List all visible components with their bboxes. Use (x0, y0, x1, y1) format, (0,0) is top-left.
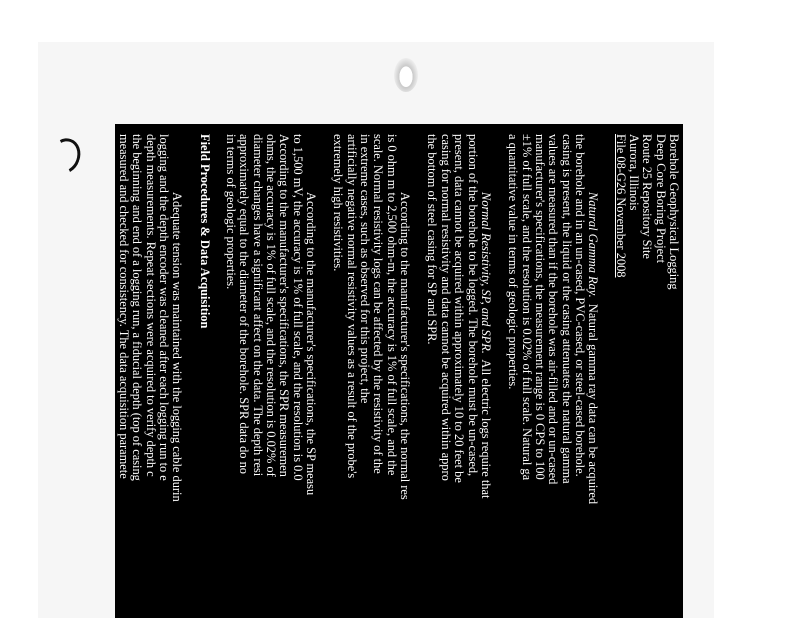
punch-hole (394, 58, 418, 92)
gamma-heading: Natural Gamma Ray. (586, 192, 601, 298)
normal-paragraph (331, 134, 411, 618)
document-header (613, 134, 680, 618)
resistivity-paragraph (425, 134, 492, 618)
sp-line-3: ohms, the accuracy is 1% of full scale, and the resolution is 0.02% of (264, 134, 279, 477)
gamma-line-3: values are measured than if the borehole was air-filled and or un-cased (546, 134, 561, 485)
normal-line-2: scale. Normal resistivity logs can be affected by the resistivity of the (371, 134, 386, 474)
field-heading: Field Procedures & Data Acquisition (197, 134, 212, 329)
header-project: Deep Core Boring Project (653, 134, 668, 264)
gamma-paragraph (506, 134, 599, 618)
header-location: Aurora, Illinois (626, 134, 641, 211)
normal-line-0: According to the manufacturer's specifications, the normal res (398, 192, 413, 500)
normal-line-1: is 0 ohm m to 2,500 ohm-m, the accuracy is 1% of full scale, and the (384, 134, 399, 476)
resistivity-line-0: portion of the borehole to be logged. The borehole must be un-cased, (465, 134, 480, 477)
resistivity-line-2: casing for normal resistivity and data cannot be acquired within appro (438, 134, 453, 481)
header-file: File 08-G26 November 2008 (613, 134, 628, 278)
resistivity-heading: Normal Resistivity, SP, and SPR. (478, 192, 493, 354)
sp-line-6: in terms of geologic properties. (224, 134, 239, 290)
header-site: Route 25 Repository Site (640, 134, 655, 259)
sp-line-4: diameter changes have a significant affect on the data. The depth resi (250, 134, 265, 477)
rotated-text-block (116, 124, 682, 618)
scanned-page (115, 124, 683, 618)
normal-line-3: in extreme cases, such as observed for this project, the (358, 134, 373, 404)
normal-line-5: extremely high resistivities. (331, 134, 346, 272)
field-paragraph (117, 134, 184, 618)
header-title: Borehole Geophysical Logging (667, 134, 681, 290)
field-line-0: Adequate tension was maintained with the logging cable durin (170, 192, 185, 502)
sp-paragraph (224, 134, 317, 618)
field-line-2: depth measurements. Repeat sections were acquired to verify depth c (143, 134, 158, 477)
resistivity-line-3: the bottom of steel casing for SP and SPR. (425, 134, 440, 345)
field-line-4: measured and checked for consistency. The data acquisition paramete (116, 134, 131, 479)
gamma-line-2: casing is present, the liquid or the casing attenuates the natural gamma (559, 134, 574, 484)
gamma-line-4: manufacturer's specifications, the measurement range is 0 CPS to 100 (532, 134, 547, 480)
sp-line-0: According to the manufacturer's specifications, the SP measu (304, 192, 319, 496)
field-line-1: logging and the depth encoder was cleaned after each logging run to e (157, 134, 171, 481)
gamma-line-0: Natural gamma ray data can be acquired (586, 303, 601, 505)
sp-line-1: to 1,500 mV, the accuracy is 1% of full scale, and the resolution is 0.0 (290, 134, 305, 481)
sp-line-2: According to the manufacturer's specifications, the SPR measuremen (277, 134, 292, 477)
normal-line-4: artificially negative normal resistivity values as a result of the probe's (344, 134, 359, 479)
gamma-line-6: a quantitative value in terms of geologic properties. (506, 134, 521, 390)
resistivity-first: All electric logs require that (478, 359, 493, 499)
sp-line-5: approximately equal to the diameter of the borehole. SPR data do no (237, 134, 252, 474)
gamma-line-1: the borehole and in an un-cased, PVC-cased, or steel-cased borehole. (572, 134, 587, 477)
gamma-line-5: ±1% of full scale, and the resolution is 0.02% of full scale. Natural ga (519, 134, 534, 481)
resistivity-line-1: present, data cannot be acquired within approximately 10 to 20 feet be (452, 134, 467, 483)
field-line-3: the beginning and end of a logging run, a fiducial depth (top of casing (130, 134, 145, 481)
